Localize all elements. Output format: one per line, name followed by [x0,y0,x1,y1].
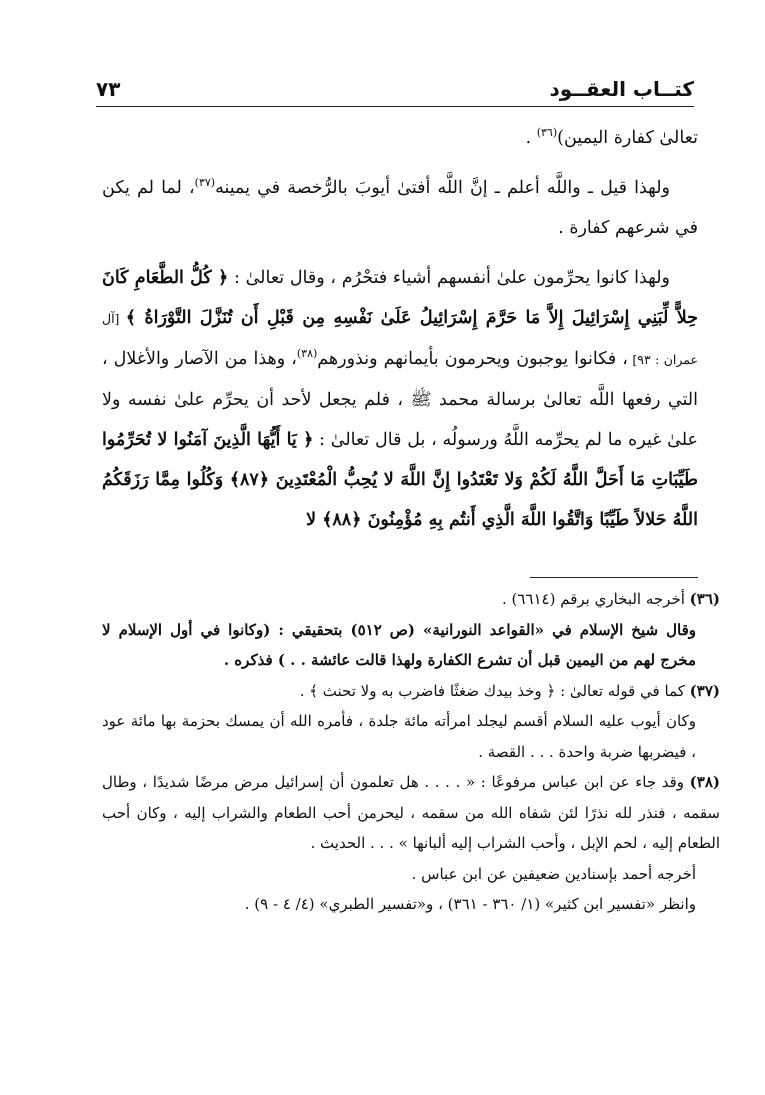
footnote-38-label: (٣٨) [689,773,720,791]
main-text [102,118,698,540]
footnote-ref-37[interactable]: (٣٧) [194,176,216,190]
header-divider [96,106,694,107]
footnote-divider [530,577,698,578]
running-title: كتــاب العقــود [549,77,694,101]
page-number: ٧٣ [96,77,121,101]
paragraph-2 [102,168,698,248]
footnote-37-text: كما في قوله تعالىٰ : ﴿ وخذ بيدك ضغثًا فاضرب به ولا تحنث ﴾ . [299,681,690,700]
footnotes [102,584,720,920]
footnote-ref-36[interactable]: (٣٦) [536,126,558,140]
quran-verse-1: ﴿ كُلُّ الطَّعَامِ كَانَ حِلاًّ لِّبَنِي إِسْرَائِيلَ إِلاَّ مَا حَرَّمَ إِسْرَائِيلُ عَلَىٰ نَفْسِهِ مِن قَبْلِ أَن تُنَزَّلَ التَّوْرَاةُ ﴾ [102,268,698,328]
footnote-36-label: (٣٦) [689,590,720,608]
footnote-36-detail: وقال شيخ الإسلام في «القواعد النورانية» (ص ٥١٢) بتحقيقي : (وكانوا في أول الإسلام لا مخرج لهم من اليمين قبل أن تشرع الكفارة ولهذا قالت عائشة . . ) فذكره . [102,620,696,669]
paragraph-3-continued: ، وهذا من الآصار والأغلال ، التي رفعها اللَّه تعالىٰ برسالة محمد ﷺ ، فلم يجعل لأحد أن يحرِّم علىٰ نفسه ولا علىٰ غيره ما لم يحرِّمه اللَّهُ ورسولُه ، بل قال تعالىٰ : [102,349,699,450]
footnote-38-text: وقد جاء عن ابن عباس مرفوعًا : « . . . . هل تعلمون أن إسرائيل مرض مرضًا شديدًا ، وطال سقمه ، فنذر لله نذرًا لئن شفاه الله من سقمه ، ليحرمن أحب الطعام والشراب إليه ، وكان أحب الطعام إليه ، لحم الإبل ، وأحب الشراب إليه ألبانها » . . . الحديث . [102,773,720,852]
page-header [96,74,694,104]
footnote-36-text: أخرجه البخاري برقم (٦٦١٤) . [501,590,690,608]
footnote-37-detail: وكان أيوب عليه السلام أقسم ليجلد امرأته مائة جلدة ، فأمره الله أن يمسك بحزمة بها مائة عود ، فيضربها ضربة واحدة . . . القصة . [102,712,696,761]
paragraph-3-intro: ولهذا كانوا يحرِّمون علىٰ أنفسهم أشياء فتحْرُم ، وقال تعالىٰ : [228,268,670,288]
footnote-38-source: أخرجه أحمد بإسنادين ضعيفين عن ابن عباس . [411,864,696,883]
footnote-ref-38[interactable]: (٣٨) [296,347,318,361]
footnote-37 [102,676,720,707]
paragraph-1 [102,118,698,158]
paragraph-2-end: ، لما لم يكن في شرعهم كفارة . [102,178,698,238]
verse-reference: [آل عمران : ٩٣] [102,311,698,367]
quran-verse-2: ﴿ يَا أَيُّهَا الَّذِينَ آمَنُوا لا تُحَرِّمُوا طَيِّبَاتِ مَا أَحَلَّ اللَّهُ لَكُمْ وَلا تَعْتَدُوا إِنَّ اللَّهَ لا يُحِبُّ الْمُعْتَدِينَ ﴿٨٧﴾ وَكُلُوا مِمَّا رَزَقَكُمُ اللَّهُ حَلالاً طَيِّبًا وَاتَّقُوا اللَّهَ الَّذِي أَنتُم بِهِ مُؤْمِنُونَ ﴿٨٨﴾ لا [102,430,698,530]
footnote-38 [102,767,720,859]
paragraph-3 [102,258,698,540]
footnote-36 [102,584,720,615]
paragraph-1-end: . [525,128,537,148]
paragraph-3-middle: ، فكانوا يوجبون ويحرمون بأيمانهم ونذورهم [317,349,628,369]
paragraph-1-text: تعالىٰ كفارة اليمين) [557,128,698,148]
footnote-37-label: (٣٧) [689,681,720,700]
footnote-38-see-also: وانظر «تفسير ابن كثير» (١/ ٣٦٠ - ٣٦١) ، و«تفسير الطبري» (٤/ ٤ - ٩) . [244,895,696,913]
paragraph-2-text: ولهذا قيل ـ واللَّه أعلم ـ إنَّ اللَّه أفتىٰ أيوبَ بالرُّخصة في يمينه [215,178,671,198]
